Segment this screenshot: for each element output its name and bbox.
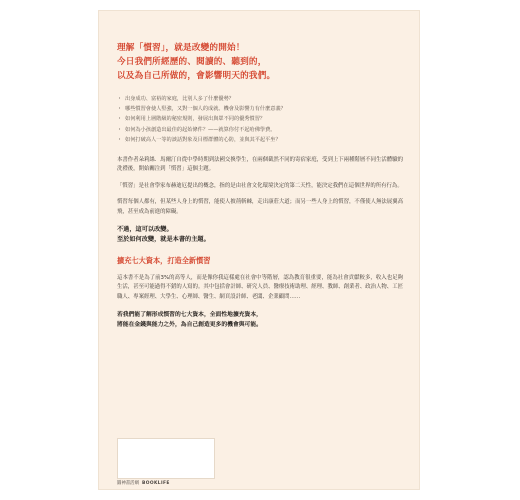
bullet-icon: ・: [117, 137, 123, 144]
bullet-icon: ・: [117, 106, 123, 113]
question-text: 如何為小孩創造出最佳的起始條件？——就算你付不起哈佛學費。: [125, 126, 276, 133]
bullet-icon: ・: [117, 126, 123, 133]
change-statement: [117, 225, 403, 246]
question-item: [117, 104, 403, 114]
barcode-area: [117, 438, 215, 479]
publisher-name: 圓神書活網: [117, 481, 139, 486]
summary-line-2: 將能在金錢與能力之外，為自己創造更多的機會與可能。: [117, 321, 262, 328]
back-cover-page: [98, 10, 420, 490]
headline-line-2: 今日我們所經歷的、閱讀的、聽到的，: [117, 57, 267, 68]
bullet-icon: ・: [117, 95, 123, 102]
section-title: 擴充七大資本，打造全新慣習: [117, 255, 211, 265]
capital-paragraph: 這本書不是為了前3%的高等人，而是像你我這樣處在社會中等階層，認為教育很重要，能為社會貢獻較多，收入也足夠生活，甚至可能過得不錯的人寫的。其中包括會計師、研究人員、醫療技術助理、經理、教師、創業者、政治人物、工匠職人、專案經理、大學生、心理師、醫生、網頁設計師、老闆、企業顧問……: [117, 274, 403, 300]
headline: [117, 41, 403, 84]
question-text: 如何利用上層階級的秘密規則，發展出與眾不同的優秀慣習？: [125, 116, 266, 123]
question-text: 出身成功、富裕的家庭，比別人多了什麼優勢？: [125, 95, 234, 102]
question-item: [117, 94, 403, 104]
headline-line-3: 以及為自己所做的，會影響明天的我們。: [117, 71, 276, 82]
brand-name: BOOKLIFE: [141, 481, 170, 486]
summary-line-1: 若我們能了解形成慣習的七大資本，全面性地擴充資本，: [117, 311, 262, 318]
summary: [117, 310, 403, 330]
headline-line-1: 理解「慣習」，就是改變的開始！: [117, 43, 245, 53]
intro-paragraph-everyone: 慣習每個人都有，但某些人身上的慣習，能使人披荊斬棘，走出康莊大道；而另一些人身上的慣習，不僅使人無法展翼高飛，甚至成為前進的障礙。: [117, 199, 403, 216]
question-text: 如何打破高人一等的談話對象及目標群體的心防，並與其平起平坐？: [125, 137, 281, 144]
intro-paragraph-author: 本書作者朵莉絲．馬爾汀自從中學時期到法國交換學生，在兩個截然不同的寄宿家庭，受到上下兩種階層不同生活體驗的洗禮後，開始關注到「慣習」這個主題。: [117, 156, 403, 173]
question-item: [117, 135, 403, 145]
question-item: [117, 114, 403, 124]
back-cover-content: [117, 41, 403, 330]
change-line-2: 至於如何改變，就是本書的主題。: [117, 236, 210, 244]
publisher-logo: [117, 480, 170, 486]
question-item: [117, 125, 403, 135]
change-line-1: 不過，這可以改變。: [117, 225, 173, 233]
bullet-icon: ・: [117, 116, 123, 123]
question-list: [117, 94, 403, 146]
intro-paragraph-habitus: 「慣習」是社會學家布赫迪厄提出的概念，指的是由社會文化環境決定的第二天性，能決定我們在這個世界的所有行為。: [117, 182, 403, 189]
question-text: 哪些慣習會使人堅強，又對一個人的成就、機會及影響力有什麼意義？: [125, 106, 286, 113]
